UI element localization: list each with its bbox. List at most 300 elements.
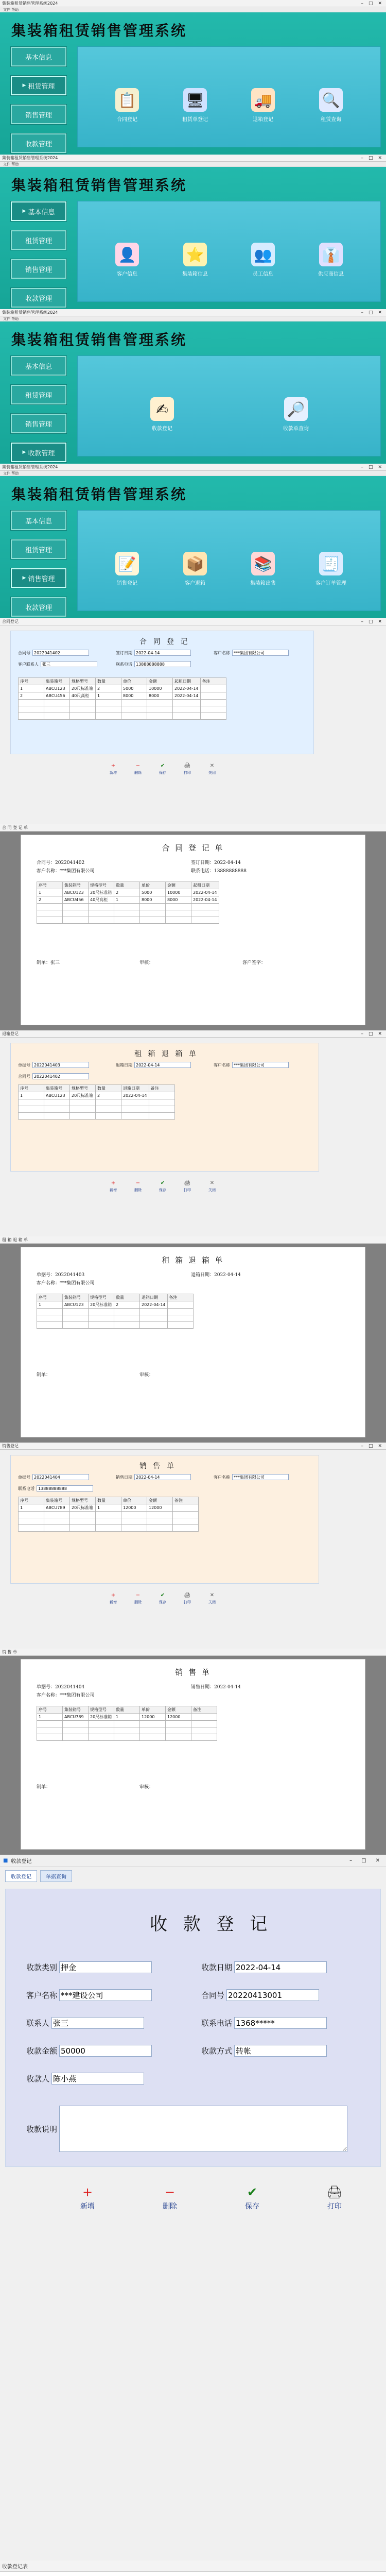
table-cell (200, 713, 226, 720)
table-row[interactable] (19, 692, 226, 700)
field-input[interactable] (134, 650, 191, 656)
detail-table (18, 1497, 199, 1532)
sidebar-button-2[interactable] (10, 568, 67, 588)
print-line: 销售日期：2022-04-14 (191, 1685, 241, 1690)
toolbar-button-3[interactable] (182, 762, 192, 775)
table-cell: 2022-04-14 (140, 1301, 168, 1309)
sidebar-button-1[interactable] (10, 230, 67, 250)
module-tile-icon: 🖥 (183, 88, 207, 112)
table-cell (96, 1106, 121, 1113)
column-header[interactable]: 序号 (19, 1085, 44, 1092)
table-cell (191, 917, 219, 924)
sidebar-button-3[interactable] (10, 442, 67, 463)
toolbar-button-icon: + (111, 1592, 116, 1598)
field-label: 联系电话 (116, 662, 132, 667)
table-row-empty[interactable] (37, 917, 219, 924)
module-tile-icon: 🔍 (319, 88, 343, 112)
note-textarea[interactable] (59, 2106, 347, 2152)
toolbar-button-2[interactable] (242, 2184, 262, 2211)
module-tile-2[interactable] (235, 88, 291, 123)
field-input[interactable] (232, 1062, 289, 1068)
table-cell (44, 1512, 70, 1518)
field-input[interactable] (51, 2073, 144, 2084)
field-input[interactable] (41, 661, 97, 667)
table-cell (166, 1734, 191, 1741)
column-header[interactable]: 集装箱号 (63, 1706, 89, 1714)
sidebar-button-2[interactable] (10, 104, 67, 125)
table-row-empty[interactable] (19, 1106, 175, 1113)
print-line: 单据号：2022041404 (37, 1685, 85, 1690)
field-input[interactable] (134, 661, 191, 667)
column-header[interactable]: 序号 (19, 678, 44, 685)
print-line: 退箱日期：2022-04-14 (191, 1273, 241, 1278)
table-row-empty[interactable] (37, 1315, 194, 1322)
column-header[interactable]: 规格型号 (70, 1085, 96, 1092)
column-header[interactable]: 规格型号 (89, 1294, 114, 1301)
column-header[interactable]: 序号 (37, 1706, 63, 1714)
close-icon[interactable]: ✕ (378, 619, 382, 624)
field-input[interactable] (59, 1961, 152, 1973)
window-title: 收款登记 (11, 1859, 32, 1865)
column-header[interactable]: 序号 (19, 1497, 44, 1504)
toolbar-button-label: 关闭 (208, 1188, 216, 1192)
toolbar-button-label: 新增 (110, 771, 117, 775)
sidebar-button-3[interactable] (10, 133, 67, 154)
menu-bar[interactable]: 文件 帮助 (0, 7, 386, 12)
field-row-4 (26, 2017, 144, 2029)
field-row-7 (201, 2045, 327, 2057)
table-cell (167, 1322, 193, 1329)
sidebar-button-label: 租赁管理 (25, 237, 52, 245)
module-panel (77, 46, 381, 147)
toolbar-button-3[interactable] (324, 2184, 345, 2211)
column-header[interactable]: 数量 (96, 1085, 121, 1092)
module-tile-0[interactable] (99, 243, 155, 277)
tab-strip (0, 1867, 386, 1882)
module-tile-1[interactable] (167, 243, 223, 277)
close-icon[interactable]: ✕ (378, 1031, 382, 1037)
column-header[interactable]: 序号 (37, 882, 63, 889)
window-titlebar (0, 618, 386, 625)
window-title: 集装箱租赁销售管理系统2024 (2, 465, 58, 469)
sidebar-button-3[interactable] (10, 287, 67, 308)
sidebar-button-0[interactable] (10, 46, 67, 67)
table-row[interactable] (19, 685, 226, 692)
table-cell (121, 1106, 149, 1113)
maximize-icon[interactable]: □ (368, 310, 373, 315)
active-indicator-icon: ▶ (22, 450, 26, 455)
column-header[interactable]: 规格型号 (70, 1497, 96, 1504)
table-row-empty[interactable] (19, 1518, 199, 1525)
window-title: 集装箱租赁销售管理系统2024 (2, 310, 58, 315)
sidebar-button-1[interactable] (10, 539, 67, 560)
print-title: 租 箱 退 箱 单 (162, 1256, 224, 1265)
column-header[interactable]: 集装箱号 (63, 1294, 89, 1301)
table-cell (121, 713, 147, 720)
module-tile-0[interactable] (134, 397, 190, 432)
window-title: 租 箱 退 箱 单 (2, 1238, 28, 1242)
maximize-icon[interactable]: □ (368, 1, 373, 6)
main-window-lease (0, 0, 386, 155)
field-label: 客户名称 (26, 1991, 58, 2000)
field-row-1 (116, 1474, 191, 1480)
column-header[interactable]: 数量 (114, 882, 140, 889)
column-header[interactable]: 规格型号 (89, 1706, 114, 1714)
minimize-icon[interactable]: – (361, 1443, 363, 1449)
table-row-empty[interactable] (37, 1734, 217, 1741)
module-tile-1[interactable] (268, 397, 324, 432)
field-label: 联系电话 (201, 2019, 233, 2028)
table-cell (200, 685, 226, 692)
toolbar-button-4[interactable] (207, 1591, 217, 1605)
table-cell (89, 1734, 114, 1741)
toolbar-button-icon: ✔ (160, 1592, 165, 1598)
column-header[interactable]: 集装箱号 (44, 1497, 70, 1504)
module-tile-label: 员工信息 (253, 272, 273, 277)
table-cell (166, 917, 191, 924)
field-row-0 (18, 1062, 89, 1068)
table-cell (114, 1315, 140, 1322)
toolbar-button-label: 打印 (184, 771, 191, 775)
column-header[interactable]: 集装箱号 (63, 882, 89, 889)
field-row-2 (214, 1474, 289, 1480)
close-icon[interactable]: ✕ (378, 310, 382, 315)
table-cell (19, 1518, 44, 1525)
sidebar-button-0[interactable] (10, 201, 67, 222)
toolbar-button-label: 删除 (134, 1188, 142, 1192)
toolbar-button-2[interactable] (157, 762, 168, 775)
module-tile-2[interactable] (235, 243, 291, 277)
table-cell (44, 1106, 70, 1113)
field-input[interactable] (32, 1062, 89, 1068)
column-header[interactable]: 数量 (114, 1706, 140, 1714)
table-row[interactable] (37, 1714, 217, 1721)
toolbar-button-2[interactable] (157, 1591, 168, 1605)
table-row-empty[interactable] (19, 713, 226, 720)
column-header[interactable]: 数量 (96, 1497, 121, 1504)
table-cell (114, 1309, 140, 1315)
toolbar (108, 1591, 217, 1605)
field-input[interactable] (226, 1989, 319, 2001)
field-input[interactable] (32, 650, 89, 656)
form-title: 租 箱 退 箱 单 (134, 1050, 198, 1058)
close-icon[interactable]: ✕ (378, 155, 382, 161)
minimize-icon[interactable]: – (361, 1, 363, 6)
sidebar-button-label: 销售管理 (25, 420, 52, 429)
dialog-body (0, 1038, 386, 1236)
column-header[interactable]: 数量 (96, 678, 121, 685)
maximize-icon[interactable]: □ (368, 155, 373, 161)
table-row-empty[interactable] (37, 910, 219, 917)
sidebar (10, 46, 67, 155)
table-cell: 1 (37, 1714, 63, 1721)
module-tile-label: 租赁查询 (321, 117, 341, 123)
table-cell: 8000 (147, 692, 173, 700)
column-header[interactable]: 序号 (37, 1294, 63, 1301)
maximize-icon[interactable]: □ (361, 1858, 366, 1863)
table-cell: ABCU456 (44, 692, 70, 700)
sidebar-button-0[interactable] (10, 355, 67, 376)
toolbar-button-1[interactable] (133, 1591, 143, 1605)
module-tile-label: 租赁单登记 (182, 117, 208, 123)
module-tile-3[interactable] (303, 552, 359, 586)
toolbar-button-icon: − (135, 762, 141, 769)
column-header[interactable]: 备注 (191, 1706, 217, 1714)
sidebar-button-2[interactable] (10, 413, 67, 434)
toolbar-button-1[interactable] (133, 1179, 143, 1193)
module-tile-label: 客户订单管理 (315, 581, 346, 586)
table-row-empty[interactable] (37, 1309, 194, 1315)
table-cell (70, 1512, 96, 1518)
toolbar-button-icon: − (135, 1592, 141, 1598)
table-cell (89, 1309, 114, 1315)
minimize-icon[interactable]: – (361, 1031, 363, 1037)
sidebar-button-2[interactable] (10, 259, 67, 279)
receipt-print-preview (0, 2561, 386, 2576)
field-input[interactable] (232, 650, 289, 656)
table-cell (37, 1734, 63, 1741)
table-cell (140, 1309, 168, 1315)
maximize-icon[interactable]: □ (368, 464, 373, 470)
field-input[interactable] (234, 2017, 327, 2029)
dialog-body (0, 625, 386, 824)
print-line: 客户名称：***集团有限公司 (37, 869, 95, 874)
sidebar-button-3[interactable] (10, 597, 67, 617)
field-label: 联系电话 (18, 1486, 34, 1491)
toolbar-button-4[interactable] (207, 762, 217, 775)
print-footer-item: 制单： (37, 1372, 51, 1378)
field-input[interactable] (51, 2017, 144, 2029)
table-cell (173, 700, 201, 706)
maximize-icon[interactable]: □ (368, 1031, 373, 1037)
tab-1[interactable]: 单据查询 (40, 1870, 72, 1882)
menu-bar[interactable]: 文件 帮助 (0, 471, 386, 476)
column-header[interactable]: 集装箱号 (44, 678, 70, 685)
close-icon[interactable]: ✕ (378, 1443, 382, 1449)
table-cell: 2022-04-14 (121, 1092, 149, 1099)
sidebar-button-1[interactable] (10, 75, 67, 96)
column-header[interactable]: 集装箱号 (44, 1085, 70, 1092)
module-panel (77, 201, 381, 302)
column-header[interactable]: 备注 (173, 1497, 199, 1504)
table-cell (70, 1113, 96, 1120)
table-row[interactable] (19, 1092, 175, 1099)
print-footer-item: 审核： (139, 1785, 154, 1790)
column-header[interactable]: 金额 (147, 678, 173, 685)
field-input[interactable] (59, 1989, 152, 2001)
table-row-empty[interactable] (37, 1322, 194, 1329)
toolbar-button-0[interactable] (108, 762, 118, 775)
column-header[interactable]: 退箱日期 (140, 1294, 168, 1301)
table-cell: 2022-04-14 (173, 685, 201, 692)
table-cell (19, 1113, 44, 1120)
table-cell (89, 1727, 114, 1734)
column-header[interactable]: 数量 (114, 1294, 140, 1301)
minimize-icon[interactable]: – (361, 155, 363, 161)
menu-bar[interactable]: 文件 帮助 (0, 316, 386, 321)
table-cell (140, 1727, 166, 1734)
toolbar-button-1[interactable] (160, 2184, 180, 2211)
table-cell (147, 1525, 173, 1532)
minimize-icon[interactable]: – (349, 1858, 353, 1863)
toolbar-button-2[interactable] (157, 1179, 168, 1193)
field-input[interactable] (134, 1062, 191, 1068)
module-tile-1[interactable] (167, 552, 223, 586)
field-input[interactable] (134, 1474, 191, 1480)
toolbar-button-1[interactable] (133, 762, 143, 775)
table-cell (173, 706, 201, 713)
table-row-empty[interactable] (37, 1721, 217, 1727)
column-header[interactable]: 规格型号 (89, 882, 114, 889)
column-header[interactable]: 备注 (200, 678, 226, 685)
app-body (0, 321, 386, 464)
column-header[interactable]: 退箱日期 (121, 1085, 149, 1092)
minimize-icon[interactable]: – (361, 310, 363, 315)
form-area (10, 631, 314, 754)
column-header[interactable]: 金额 (147, 1497, 173, 1504)
table-cell: 1 (37, 1301, 63, 1309)
table-cell (96, 1099, 121, 1106)
field-label: 退箱日期 (116, 1062, 132, 1067)
toolbar-button-0[interactable] (108, 1179, 118, 1193)
column-header[interactable]: 金额 (166, 1706, 191, 1714)
minimize-icon[interactable]: – (361, 464, 363, 470)
module-tile-3[interactable] (303, 88, 359, 123)
table-cell (191, 1727, 217, 1734)
field-input[interactable] (234, 1961, 327, 1973)
maximize-icon[interactable]: □ (368, 619, 373, 624)
toolbar-button-icon: ✕ (209, 1180, 215, 1186)
table-cell (140, 910, 166, 917)
active-indicator-icon: ▶ (22, 575, 26, 581)
module-tile-label: 供应商信息 (318, 272, 344, 277)
tab-0[interactable]: 收款登记 (5, 1870, 37, 1882)
table-cell: 20尺标准箱 (70, 1504, 96, 1512)
toolbar-button-icon: 🖨 (184, 1180, 191, 1186)
table-cell (191, 1734, 217, 1741)
table-cell (114, 1727, 140, 1734)
toolbar (108, 762, 217, 775)
table-cell: 1 (19, 685, 44, 692)
field-input[interactable] (32, 1474, 89, 1480)
table-row-empty[interactable] (19, 1099, 175, 1106)
module-tile-label: 退箱登记 (253, 117, 273, 123)
table-cell (19, 1106, 44, 1113)
table-row-empty[interactable] (19, 1512, 199, 1518)
table-cell (96, 1512, 121, 1518)
column-header[interactable]: 单价 (140, 1706, 166, 1714)
column-header[interactable]: 单价 (140, 882, 166, 889)
maximize-icon[interactable]: □ (368, 1443, 373, 1449)
toolbar-button-icon: ✔ (160, 1180, 165, 1186)
table-cell (200, 700, 226, 706)
column-header[interactable]: 备注 (149, 1085, 174, 1092)
field-input[interactable] (59, 2045, 152, 2057)
field-input[interactable] (232, 1474, 289, 1480)
field-input[interactable] (234, 2045, 327, 2057)
table-cell (19, 1099, 44, 1106)
table-cell (63, 1322, 89, 1329)
return-print-preview (0, 1236, 386, 1443)
print-line: 客户名称：***集团有限公司 (37, 1693, 95, 1698)
column-header[interactable]: 起租日期 (173, 678, 201, 685)
table-cell (166, 904, 191, 910)
table-row-empty[interactable] (19, 1525, 199, 1532)
table-cell: 1 (37, 889, 63, 896)
window-titlebar (0, 1855, 386, 1867)
sidebar-button-1[interactable] (10, 384, 67, 405)
module-tile-1[interactable] (167, 88, 223, 123)
print-footer-item: 审核： (139, 1372, 154, 1378)
table-row[interactable] (37, 1301, 194, 1309)
table-row-empty[interactable] (37, 1727, 217, 1734)
field-row-0 (18, 650, 89, 656)
module-tile-icon: 🧾 (319, 552, 343, 575)
field-input[interactable] (37, 1485, 93, 1492)
form-title: 合 同 登 记 (139, 638, 190, 646)
sales-form-window (0, 1443, 386, 1649)
column-header[interactable]: 起租日期 (191, 882, 219, 889)
column-header[interactable]: 备注 (167, 1294, 193, 1301)
toolbar-button-3[interactable] (182, 1179, 192, 1193)
column-header[interactable]: 单价 (121, 1497, 147, 1504)
column-header[interactable]: 单价 (121, 678, 147, 685)
menu-bar[interactable]: 文件 帮助 (0, 162, 386, 167)
module-tile-2[interactable] (235, 552, 291, 586)
minimize-icon[interactable]: – (361, 619, 363, 624)
field-input[interactable] (32, 1073, 89, 1079)
module-tile-0[interactable] (99, 88, 155, 123)
module-tile-0[interactable] (99, 552, 155, 586)
toolbar-button-4[interactable] (207, 1179, 217, 1193)
toolbar-button-0[interactable] (77, 2184, 98, 2211)
table-cell (149, 1099, 174, 1106)
close-icon[interactable]: ✕ (378, 464, 382, 470)
table-cell: 20尺标准箱 (89, 889, 114, 896)
table-cell (114, 917, 140, 924)
table-cell (121, 1525, 147, 1532)
table-cell (37, 1315, 63, 1322)
table-row-empty[interactable] (19, 706, 226, 713)
sidebar-button-label: 收款管理 (25, 295, 52, 303)
table-row[interactable] (37, 889, 219, 896)
table-cell (140, 1721, 166, 1727)
contract-form-window (0, 618, 386, 824)
module-tile-3[interactable] (303, 243, 359, 277)
close-icon[interactable]: ✕ (378, 1, 382, 6)
table-cell (114, 904, 140, 910)
table-cell: ABCU123 (63, 1301, 89, 1309)
window-titlebar (0, 824, 386, 832)
table-row-empty[interactable] (37, 904, 219, 910)
toolbar-button-label: 保存 (159, 1600, 166, 1604)
table-cell (70, 1525, 96, 1532)
toolbar-button-0[interactable] (108, 1591, 118, 1605)
table-cell: 12000 (140, 1714, 166, 1721)
table-row[interactable] (37, 896, 219, 904)
column-header[interactable]: 规格型号 (70, 678, 96, 685)
field-label: 销售日期 (116, 1475, 132, 1480)
sidebar-button-0[interactable] (10, 510, 67, 531)
table-cell (63, 917, 89, 924)
table-row-empty[interactable] (19, 1113, 175, 1120)
table-row-empty[interactable] (19, 700, 226, 706)
toolbar-button-3[interactable] (182, 1591, 192, 1605)
window-title: 销售登记 (2, 1444, 19, 1448)
table-row[interactable] (19, 1504, 199, 1512)
column-header[interactable]: 金额 (166, 882, 191, 889)
close-icon[interactable]: ✕ (375, 1858, 380, 1863)
